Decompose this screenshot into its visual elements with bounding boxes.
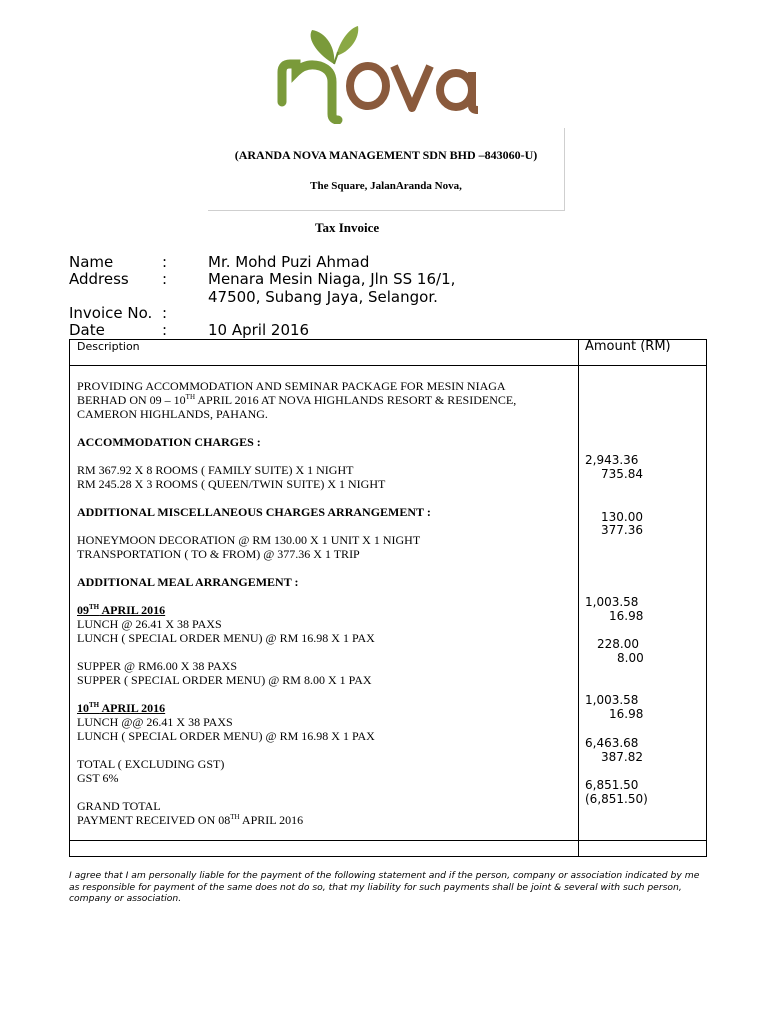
- total-label: TOTAL ( EXCLUDING GST): [77, 757, 225, 771]
- letter-a-icon: [440, 73, 472, 107]
- meal-day1-lunch-special: LUNCH ( SPECIAL ORDER MENU) @ RM 16.98 X 1 PAX: [77, 631, 375, 645]
- meal-heading: ADDITIONAL MEAL ARRANGEMENT :: [77, 575, 299, 589]
- nova-logo: [276, 22, 491, 124]
- liability-disclaimer: I agree that I am personally liable for the payment of the following statement and if the person, company or association indicated by me as responsible for payment of the same does not do so, that my liability for such payments shall be joint & several with such person, company or association.: [69, 870, 700, 904]
- amount-day1-1: 1,003.58: [585, 595, 639, 609]
- misc-line-1: HONEYMOON DECORATION @ RM 130.00 X 1 UNIT X 1 NIGHT: [77, 533, 421, 547]
- amount-day1-4: 8.00: [617, 651, 644, 665]
- meal-day2-lunch-special: LUNCH ( SPECIAL ORDER MENU) @ RM 16.98 X 1 PAX: [77, 729, 375, 743]
- letter-n-icon: [282, 64, 338, 120]
- company-address: The Square, JalanAranda Nova,: [310, 180, 462, 192]
- invoice-no-label: Invoice No.: [69, 304, 153, 322]
- invoice-no-colon: :: [162, 304, 168, 322]
- gst-label: GST 6%: [77, 771, 119, 785]
- amount-accommodation-1: 2,943.36: [585, 453, 639, 467]
- company-header: [208, 128, 565, 211]
- amount-day1-3: 228.00: [597, 637, 639, 651]
- intro-line-2: BERHAD ON 09 – 10TH APRIL 2016 AT NOVA HIGHLANDS RESORT & RESIDENCE,: [77, 393, 517, 407]
- accommodation-heading: ACCOMMODATION CHARGES :: [77, 435, 261, 449]
- intro-line-3: CAMERON HIGHLANDS, PAHANG.: [77, 407, 268, 421]
- footer-description-cell: [70, 841, 579, 857]
- header-description-cell: [70, 340, 579, 366]
- payment-received-label: PAYMENT RECEIVED ON 08TH APRIL 2016: [77, 813, 304, 827]
- misc-line-2: TRANSPORTATION ( TO & FROM) @ 377.36 X 1 TRIP: [77, 547, 360, 561]
- date-colon: :: [162, 321, 168, 339]
- grand-total-label: GRAND TOTAL: [77, 799, 161, 813]
- amount-grand-total: 6,851.50: [585, 778, 639, 792]
- accommodation-line-1: RM 367.92 X 8 ROOMS ( FAMILY SUITE) X 1 NIGHT: [77, 463, 354, 477]
- amount-misc-1: 130.00: [601, 510, 643, 524]
- amount-misc-2: 377.36: [601, 523, 643, 537]
- misc-heading: ADDITIONAL MISCELLANEOUS CHARGES ARRANGEMENT :: [77, 505, 431, 519]
- meal-day2-heading: 10TH APRIL 2016: [77, 701, 166, 715]
- amount-day2-2: 16.98: [609, 707, 644, 721]
- meal-day1-supper-special: SUPPER ( SPECIAL ORDER MENU) @ RM 8.00 X 1 PAX: [77, 673, 372, 687]
- letter-o-icon: [350, 66, 386, 106]
- leaf-right-icon: [336, 26, 358, 56]
- amount-day1-2: 16.98: [609, 609, 644, 623]
- stem-icon: [334, 52, 338, 64]
- header-amount: Amount (RM): [585, 339, 671, 354]
- meal-day1-supper: SUPPER @ RM6.00 X 38 PAXS: [77, 659, 237, 673]
- header-description: Description: [77, 340, 140, 353]
- name-value: Mr. Mohd Puzi Ahmad: [208, 253, 370, 271]
- page-title: Tax Invoice: [315, 220, 380, 235]
- address-line-1: Menara Mesin Niaga, Jln SS 16/1,: [208, 270, 456, 288]
- intro-line-1: PROVIDING ACCOMMODATION AND SEMINAR PACKAGE FOR MESIN NIAGA: [77, 379, 506, 393]
- amount-gst: 387.82: [601, 750, 643, 764]
- company-name: (ARANDA NOVA MANAGEMENT SDN BHD –843060-U): [234, 148, 538, 162]
- amount-day2-1: 1,003.58: [585, 693, 639, 707]
- meal-day1-lunch: LUNCH @ 26.41 X 38 PAXS: [77, 617, 222, 631]
- meal-day2-lunch: LUNCH @@ 26.41 X 38 PAXS: [77, 715, 233, 729]
- address-colon: :: [162, 270, 168, 288]
- address-line-2: 47500, Subang Jaya, Selangor.: [208, 288, 438, 306]
- name-colon: :: [162, 253, 168, 271]
- meal-day1-heading: 09TH APRIL 2016: [77, 603, 166, 617]
- name-label: Name: [69, 253, 114, 271]
- date-value: 10 April 2016: [208, 321, 310, 339]
- amount-total: 6,463.68: [585, 736, 639, 750]
- amount-payment-received: (6,851.50): [585, 792, 648, 806]
- date-label: Date: [69, 321, 105, 339]
- amount-accommodation-2: 735.84: [601, 467, 643, 481]
- letter-v-icon: [394, 66, 430, 108]
- leaf-left-icon: [311, 30, 335, 64]
- address-label: Address: [69, 270, 129, 288]
- accommodation-line-2: RM 245.28 X 3 ROOMS ( QUEEN/TWIN SUITE) X 1 NIGHT: [77, 477, 386, 491]
- footer-amount-cell: [579, 841, 707, 857]
